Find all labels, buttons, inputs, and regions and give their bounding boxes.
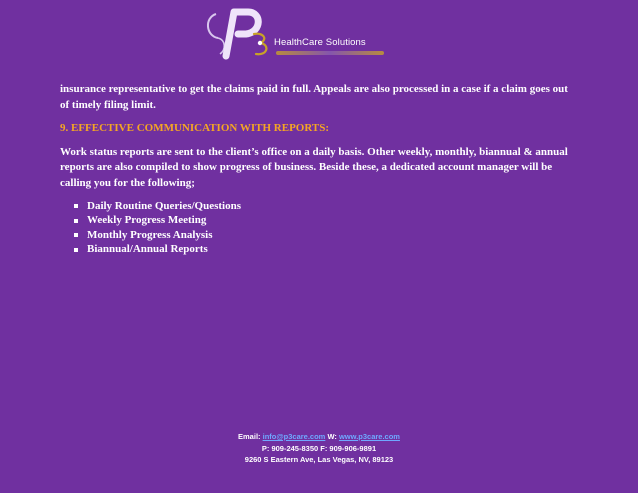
website-link[interactable]: www.p3care.com	[338, 432, 400, 441]
list-item-label: Daily Routine Queries/Questions	[87, 199, 242, 212]
logo-brand-name: HealthCare Solutions	[274, 37, 366, 48]
section-heading-communication: 9. EFFECTIVE COMMUNICATION WITH REPORTS:	[60, 122, 330, 134]
list-item-label: Weekly Progress Meeting	[87, 214, 207, 226]
logo-tagline-decoration	[276, 51, 384, 55]
footer-contact-line	[0, 431, 638, 443]
list-item	[74, 228, 576, 243]
list-item	[74, 199, 576, 214]
report-bullet-list	[60, 199, 576, 257]
list-item	[74, 214, 576, 229]
square-bullet-icon	[74, 219, 78, 223]
paragraph-claims-appeals: insurance representative to get the claims paid in full. Appeals are also processed in a case if a claim goes out of timely filing limit.	[60, 83, 568, 111]
page-footer	[0, 431, 638, 466]
square-bullet-icon	[74, 204, 78, 208]
company-logo	[200, 4, 400, 62]
email-link[interactable]: info@p3care.com	[262, 432, 326, 441]
document-body	[60, 82, 576, 257]
paragraph-work-status-reports: Work status reports are sent to the client’s office on a daily basis. Other weekly, monthly, biannual & annual reports are also compiled to show progress of business. Beside these, a dedicated account manager will be calling you for the following;	[60, 145, 568, 189]
list-item-label: Biannual/Annual Reports	[87, 243, 208, 255]
p3-logo-mark-icon	[200, 4, 278, 62]
footer-address-line: 9260 S Eastern Ave, Las Vegas, NV, 89123	[244, 455, 394, 464]
footer-phone-line: P: 909-245-8350 F: 909-906-9891	[261, 443, 377, 453]
footer-web-label: W:	[325, 432, 339, 441]
list-item	[74, 243, 576, 258]
footer-email-label: Email:	[238, 432, 263, 441]
square-bullet-icon	[74, 233, 78, 237]
square-bullet-icon	[74, 248, 78, 252]
list-item-label: Monthly Progress Analysis	[87, 228, 213, 241]
